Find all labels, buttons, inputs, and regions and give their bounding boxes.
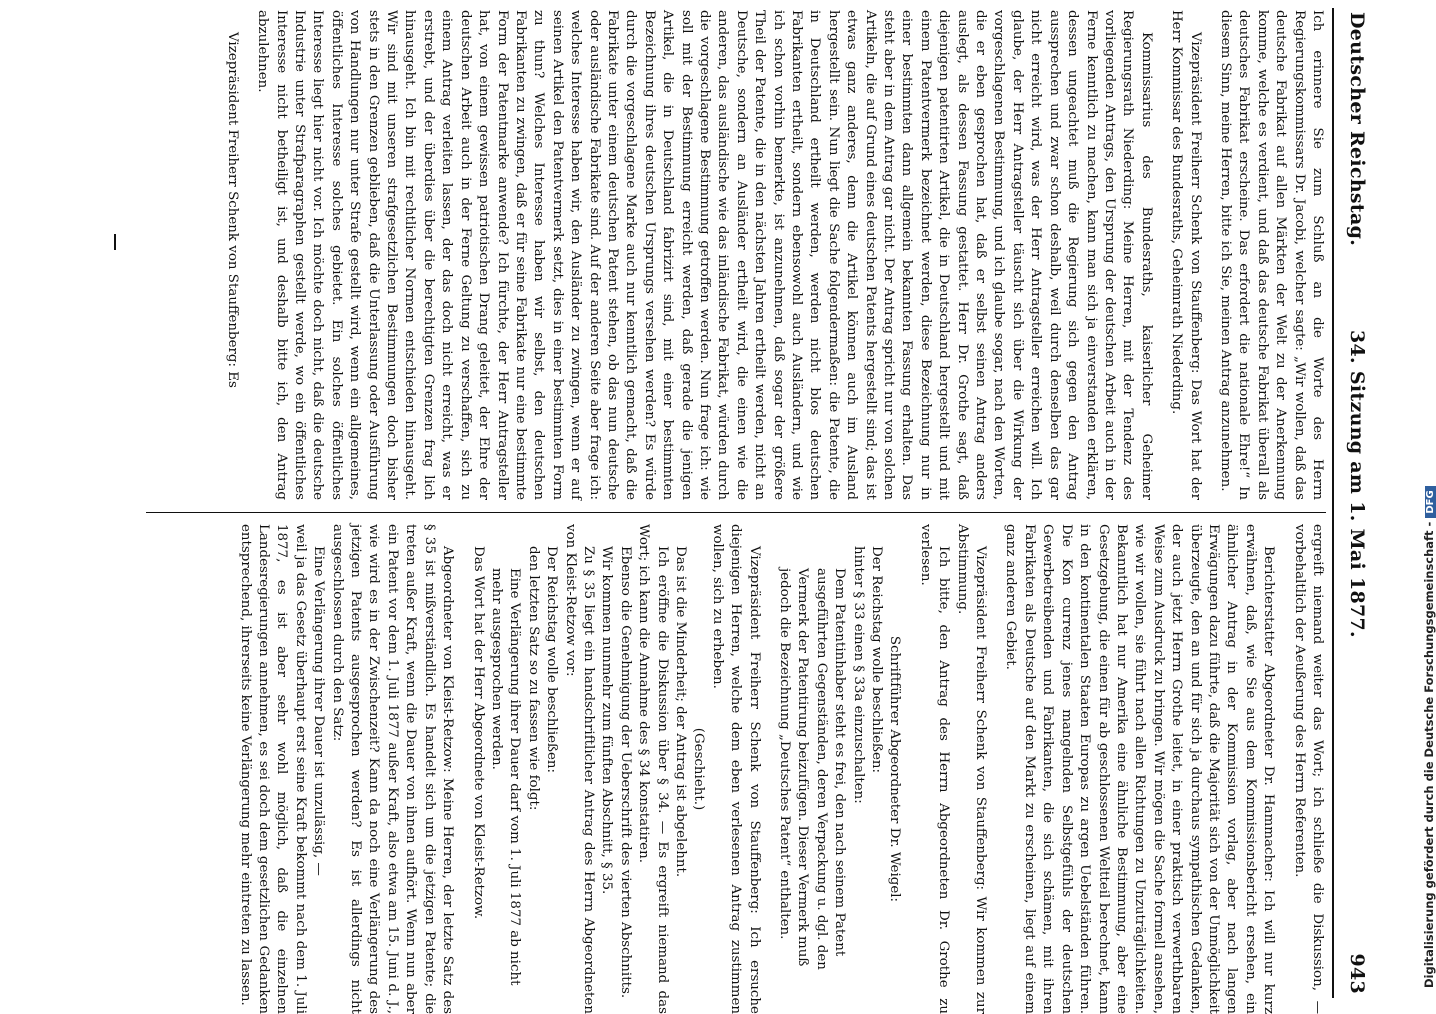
session-date: 34. Sitzung am 1. Mai 1877.	[1346, 330, 1368, 638]
paragraph: Wir kommen nunmehr zum fünften Abschnitt, § 35.	[599, 546, 615, 895]
paragraph: Vizepräsident Freiherr Schenk von Stauffenberg: Es	[224, 32, 240, 388]
credit-text: Digitalisierung gefördert durch die Deutsche Forschungsgemeinschaft -	[1422, 521, 1436, 988]
paragraph: Kommissarius des Bundesraths, kaiserlicher Geheimer Regierungsrath Niederding: Meine Herren, mit der Tendenz des vorliegenden Antrags, den Ursprung der deutschen Arbeit auch in der Ferne kenntlich zu machen, kann man sich ja einverstanden erklären, dessen ungeachtet muß die Regierung sich gegen den Antrag aussprechen und zwar schon deshalb, weil durch denselben das gar nicht erreicht wird, was der Herr Antragsteller erreichen will. Ich glaube, der Herr Antragsteller täuscht sich über die Wirkung der vorgeschlagenen Bestimmung, und ich glaube sogar, nach den Worten, die er eben gesprochen hat, daß er selbst seinen Antrag anders auslegt, als dessen Fassung gestattet. Herr Dr. Grothe sagt, daß diejenigen patentirten Artikel, die in Deutschland hergestellt und mit einem Patentvermerk bezeichnet werden, diese Bezeichnung nur in einer bestimmten dann allgemein bekannten Fassung erhalten. Das steht aber in dem Antrag gar nicht. Der Antrag spricht nur von solchen Artikeln, die auf Grund eines deutschen Patents hergestellt sind; das ist etwas ganz anderes, denn die Artikel können auch im Ausland hergestellt sein. Nun liegt die Sache folgendermaßen: die Patente, die in Deutschland ertheilt werden, werden nicht blos deutschen Fabrikanten ertheilt, sondern ebensowohl auch Ausländern, und wie ich schon vorhin bemerkte, ist anzunehmen, daß sogar der größere Theil der Patente, die in den nächsten Jahren ertheilt werden, nicht an Deutsche, sondern an Ausländer ertheilt wird, die einen wie die anderen, das ausländische wie das inländische Fabrikat, würden durch die vorgeschlagene Bestimmung getroffen werden. Nun frage ich: wie soll mit der Bestimmung erreicht werden, daß gerade die jenigen Artikel, die in Deutschland fabrizirt sind, mit einer bestimmten Bezeichnung ihres deutschen Ursprungs versehen werden? Es würde durch die vorgeschlagene Marke auch nur kenntlich gemacht, daß die Fabrikate unter einem deutschen Patent stehen, ob das nun deutsche oder ausländische Fabrikate sind. Auf der anderen Seite aber frage ich: welches Interesse haben wir, den Ausländer zu zwingen, wenn er auf seinen Artikel den Patentvermerk setzt, dies in einer bestimmten Form zu thun? Welches Interesse haben wir selbst, den deutschen Fabrikanten zu zwingen, daß er für seine Fabrikate nur eine bestimmte Form der Patentmarke anwende? Ich fürchte, der Herr Antragsteller hat, von einem gewissen patriotischen Drang geleitet, der Ehre der deutschen Arbeit auch in der Ferne Geltung zu verschaffen, sich zu einem Antrag verleiten lassen, der das doch nicht erreicht, was er erstrebt, und der überdies über die berechtigten Grenzen frag lich hinausgeht. Ich bin mit rechtlicher Normen entschieden hinausgeht. Wir sind mit unseren strafgesetzlichen Bestimmungen doch bisher stets in den Grenzen geblieben, daß die Unterlassung oder Ausführung von Handlungen nur unter Strafe gestellt wird, wenn ein allgemeines, öffentliches Interesse solches gebietet. Ein solches öffentliches Interesse liegt hier nicht vor. Ich möchte doch nicht, daß die deutsche Industrie unter Strafparagraphen gestellt werde, wo ein öffentliches Interesse nicht betheiligt ist, und deshalb bitte ich, den Antrag abzulehnen.	[255, 10, 1154, 500]
paragraph: Vizepräsident Freiherr Schenk von Stauffenberg: Wir kommen zur Abstimmung.	[954, 524, 989, 1014]
paragraph: Ebenso die Genehmigung der Ueberschrift des vierten Abschnitts.	[617, 546, 633, 999]
paragraph: Ich eröffne die Diskussion über § 34. — Es ergreift niemand das Wort; ich kann die Annahme des § 34 konstatiren.	[636, 524, 670, 1014]
running-head	[1338, 8, 1368, 998]
motion-line: den letzten Satz so zu fassen wie folgt:	[525, 546, 541, 811]
paragraph: Das ist die Minderheit; der Antrag ist abgelehnt.	[673, 546, 688, 878]
dfg-logo: DFG	[1425, 486, 1436, 517]
paragraph: Ich erinnere Sie zum Schluß an die Worte des Herrn Regierungskommissars Dr. Jacobi, welcher sagte: „Wir wollen, daß das deutsche Fabrikat auf allen Märkten der Welt zu der Anerkennung komme, welche es verdient, und daß das deutsche Fabrikat überall als deutsches Fabrikat erscheine. Das erfordert die nationale Ehre!“ In diesem Sinn, meine Herren, bitte ich Sie, meinen Antrag anzunehmen.	[1217, 10, 1325, 500]
motion-text: Eine Verlängerung ihrer Dauer darf vom 1. Juli 1877 ab nicht mehr ausgesprochen werden.	[488, 568, 523, 986]
publication-title: Deutscher Reichstag.	[1346, 12, 1368, 247]
digitization-credit	[1422, 486, 1436, 988]
paragraph: Vizepräsident Freiherr Schenk von Stauffenberg: Ich ersuche diejenigen Herren, welche dem eben verlesenen Antrag zustimmen wollen, sich zu erheben.	[709, 524, 762, 1014]
paragraph: weil ja das Gesetz überhaupt erst seine Kraft bekommt nach dem 1. Juli 1877, es ist aber sehr wohl möglich, daß die einzelnen Landesregierungen annehmen, es sei doch dem gesetzlichen Gedanken entsprechend, ihrerseits keine Verlängerung mehr eintreten zu lassen.	[237, 524, 308, 1014]
paragraph: Das Wort hat der Herr Abgeordnete von Kleist-Retzow.	[470, 546, 486, 920]
motion-line: hinter § 33 einen § 33a einzuschalten:	[850, 546, 866, 804]
page-end-mark	[114, 234, 116, 250]
motion-line: Der Reichstag wolle beschließen:	[544, 546, 560, 774]
page-number: 943	[1346, 953, 1368, 994]
stage-direction: (Geschieht.)	[691, 727, 707, 811]
paragraph: Zu § 35 liegt ein handschriftlicher Antrag des Herrn Abgeordneten von Kleist-Retzow vor:	[562, 524, 596, 1014]
left-column	[222, 10, 1326, 500]
motion-text: Dem Patentinhaber steht es frei, den nach seinem Patent ausgeführten Gegenständen, deren Verpackung u. dgl. den Vermerk der Patentirung beizufügen. Dieser Vermerk muß jedoch die Bezeichnung „Deutsches Patent“ enthalten.	[777, 568, 848, 970]
document-page	[72, 8, 1372, 1014]
paragraph: Ich bitte, den Antrag des Herrn Abgeordneten Dr. Grothe zu verlesen.	[917, 524, 952, 1014]
paragraph: Abgeordneter von Kleist-Retzow: Meine Herren, der letzte Satz des § 35 ist mißverständlich. Es handelt sich um die jetzigen Patente; die treten außer Kraft, wenn die Dauer von ihnen aufhört. Wenn nun aber ein Patent vor dem 1. Juli 1877 außer Kraft, also etwa am 15. Juni d. J., wie wird es in der Zwischenzeit? Kann da noch eine Verlängerung des jetzigen Patents ausgesprochen werden? Es ist allerdings nicht ausgeschlossen durch den Satz:	[329, 524, 456, 1014]
quoted-line: Eine Verlängerung ihrer Dauer ist unzulässig, —	[311, 546, 327, 876]
paragraph: Berichterstatter Abgeordneter Dr. Hammacher: Ich will nur kurz erwähnen, daß, wie Sie aus dem Kommissionsbericht ersehen, ein ähnlicher Antrag in der Kommission vorlag, aber nach langen Erwägungen dazu führte, daß die Majorität sich von der Unmöglichkeit überzeugte, den an und für sich ja durchaus sympathischen Gedanken, der auch jetzt Herrn Grothe leitet, in einer praktisch verwerthbaren Weise zum Ausdruck zu bringen. Wir mögen die Sache formell ansehen, wie wir wollen, sie führt nach allen Richtungen zu Unzuträglichkeiten. Bekanntlich hat nur Amerika eine ähnliche Bestimmung, aber eine Gesetzgebung, die einen für ab geschlossenen Weltteil berechnet, kann in den kontinentalen Staaten Europas zu argen Uebelständen führen. Die Kon currenz jenes mangelnden Selbstgefühls der deutschen Gewerbetreibenden und Fabrikanten, die sich schämen, mit ihren Fabrikaten als Deutsche auf den Markt zu erscheinen, liegt auf einem ganz anderen Gebiet.	[1003, 524, 1277, 1014]
paragraph: ergreift niemand weiter das Wort; ich schließe die Diskussion, — vorbehaltlich der Aeußerung des Herrn Referenten.	[1291, 524, 1325, 1014]
paragraph: Vizepräsident Freiherr Schenk von Stauffenberg: Das Wort hat der Herr Kommissar des Bundesraths, Geheimrath Niederding.	[1169, 10, 1203, 500]
header-rule	[1332, 8, 1334, 998]
speaker-line: Schriftführer Abgeordneter Dr. Weigel:	[887, 635, 903, 903]
motion-line: Der Reichstag wolle beschließen:	[869, 546, 885, 774]
column-divider	[146, 512, 1326, 513]
right-column	[235, 524, 1326, 1014]
